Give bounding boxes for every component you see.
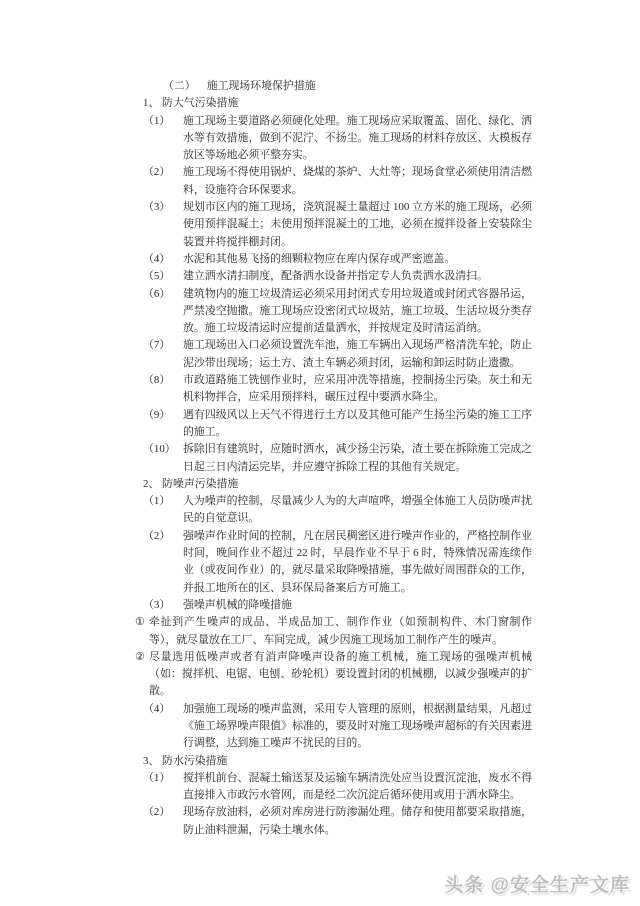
item-marker: （5） xyxy=(143,270,171,283)
item-text: 水泥和其他易飞扬的细颗粒物应在库内保存或严密遮盖。 xyxy=(183,252,456,265)
item-text: 建筑物内的施工垃圾清运必须采用封闭式专用垃圾道或封闭式容器吊运，严禁凌空抛撒。施工现场应设密闭式垃圾站，施工垃圾、生活垃圾分类存放。施工垃圾清运时应提前适量洒水，并按规定及时清运消纳。 xyxy=(183,287,532,335)
section-title: 3、 防水污染措施 xyxy=(143,754,228,767)
item-marker: （2） xyxy=(143,166,171,179)
list-item xyxy=(143,113,532,165)
list-item xyxy=(143,804,532,839)
list-item xyxy=(143,164,532,199)
item-text: 现场存放油料，必须对库房进行防渗漏处理。储存和使用都要采取措施，防止油料泄漏，污染土壤水体。 xyxy=(183,806,532,836)
list-item xyxy=(143,199,532,251)
item-marker: （9） xyxy=(143,408,171,421)
item-text: 建立洒水清扫制度，配备洒水设备并指定专人负责洒水汲清扫。 xyxy=(183,270,488,283)
item-text: 牵扯到产生噪声的成品、半成品加工、制作作业（如预制构件、木门窗制作等），就尽量放在工厂、车间完成，减少因施工现场加工制作产生的噪声。 xyxy=(149,616,532,646)
item-text: 市政道路施工铣刨作业时，应采用冲洗等措施，控制扬尘污染。灰土和无机料物拌合，应采用预拌料，碾压过程中要洒水降尘。 xyxy=(183,374,532,404)
item-marker: （1） xyxy=(143,495,171,508)
item-marker: （4） xyxy=(143,702,171,715)
item-text: 强噪声机械的降噪措施 xyxy=(183,598,292,611)
item-marker: （2） xyxy=(143,806,171,819)
document-heading xyxy=(163,78,532,95)
list-item xyxy=(135,614,532,649)
item-marker: （7） xyxy=(143,339,171,352)
item-marker: （1） xyxy=(143,771,171,784)
item-marker: ① xyxy=(135,616,145,629)
item-text: 人为噪声的控制，尽量减少人为的大声喧哗，增强全体施工人员防噪声扰民的自觉意识。 xyxy=(183,495,532,525)
item-marker: （3） xyxy=(143,598,171,611)
item-text: 施工现场主要道路必须硬化处理。施工现场应采取覆盖、固化、绿化、洒水等有效措施，做到不泥泞、不扬尘。施工现场的材料存放区、大模板存放区等场地必须平整夯实。 xyxy=(183,114,532,162)
item-text: 遇有四级风以上天气不得进行土方以及其他可能产生扬尘污染的施工工序的施工。 xyxy=(183,408,532,438)
item-text: 规划市区内的施工现场，浇筑混凝土量超过 100 立方米的施工现场，必须使用预拌混凝土；未使用预拌混凝土的工地，必须在搅拌设备上安装除尘装置并将搅拌棚封闭。 xyxy=(183,201,532,248)
item-text: 加强施工现场的噪声监测，采用专人管理的原则，根据测量结果，凡超过《施工场界噪声限值》标准的，要及时对施工现场噪声超标的有关因素进行调整，达到施工噪声不扰民的目的。 xyxy=(183,702,532,750)
list-item xyxy=(143,528,532,597)
item-text: 强噪声作业时间的控制，凡在居民稠密区进行噪声作业的，严格控制作业时间，晚间作业不超过 22 时，早晨作业不早于 6 时，特殊情况需连续作业（或夜间作业）的，就尽量采取降噪措施，事先做好周围群众的工作，并报工地所在的区、县环保局备案后方可施工。 xyxy=(183,529,532,594)
item-text: 施工现场出入口必须设置洗车池，施工车辆出入现场严格清洗车轮，防止泥沙带出现场；运土方、渣土车辆必须封闭，运输和卸运时防止遗撒。 xyxy=(183,339,532,369)
list-item xyxy=(143,441,532,476)
list-item xyxy=(143,268,532,285)
list-item xyxy=(143,372,532,407)
item-marker: （2） xyxy=(143,529,171,542)
list-item xyxy=(135,649,532,701)
sections-container xyxy=(135,95,532,839)
item-text: 施工现场不得使用锅炉、烧煤的茶炉、大灶等；现场食堂必须使用清洁燃料，设施符合环保要求。 xyxy=(183,166,532,196)
section-title: 1、 防大气污染措施 xyxy=(143,97,239,110)
list-item xyxy=(143,770,532,805)
item-marker: ② xyxy=(135,650,145,663)
item-marker: （3） xyxy=(143,201,171,214)
list-item xyxy=(143,286,532,338)
heading-title: 施工现场环境保护措施 xyxy=(206,80,316,92)
item-marker: （6） xyxy=(143,287,171,300)
document-content xyxy=(135,78,532,839)
section-title: 2、 防噪声污染措施 xyxy=(143,477,239,490)
item-marker: （10） xyxy=(143,443,176,456)
item-text: 尽量选用低噪声或者有消声降噪声设备的施工机械，施工现场的强噪声机械（如：搅拌机、电锯、电刨、砂轮机）要设置封闭的机械棚，以减少强噪声的扩散。 xyxy=(149,650,532,698)
list-item xyxy=(143,701,532,753)
list-item xyxy=(143,251,532,268)
list-item xyxy=(143,493,532,528)
item-marker: （1） xyxy=(143,114,171,127)
item-marker: （4） xyxy=(143,252,171,265)
heading-number: （二） xyxy=(163,80,196,92)
list-item xyxy=(143,407,532,442)
list-item xyxy=(143,597,532,614)
item-marker: （8） xyxy=(143,374,171,387)
item-text: 搅拌机前台、混凝土输送泵及运输车辆清洗处应当设置沉淀池，废水不得直接排入市政污水管网，而是经二次沉淀后循环使用或用于洒水降尘。 xyxy=(183,771,532,802)
watermark-text: 头条 @安全生产文库 xyxy=(444,875,630,896)
item-text: 拆除旧有建筑时，应随时洒水，减少扬尘污染，渣土要在拆除施工完成之日起三日内清运完毕，并应遵守拆除工程的其他有关规定。 xyxy=(183,443,532,473)
list-item xyxy=(143,337,532,372)
